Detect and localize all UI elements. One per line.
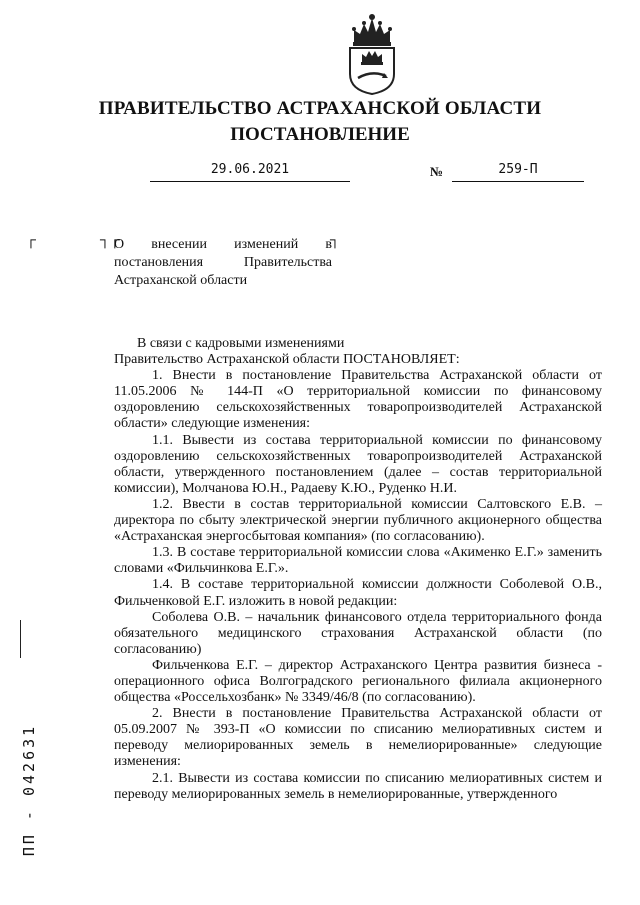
document-body — [114, 336, 602, 803]
document-subject: О внесении изменений в постановления Правительства Астраханской области — [114, 237, 332, 288]
corner-mark-left: ┌ — [26, 233, 36, 248]
margin-mark — [20, 620, 21, 658]
body-paragraph: 1. Внести в постановление Правительства Астраханской области от 11.05.2006 № 144-П «О территориальной комиссии по финансовому оздоровлению сельскохозяйственных товаропроизводителей Астраханской области» следующие изменения: — [114, 368, 602, 432]
coat-of-arms-icon — [344, 12, 400, 96]
number-underline — [452, 181, 584, 182]
date-underline — [150, 181, 350, 182]
serial-number-text: ПП - 042631 — [20, 723, 38, 857]
body-paragraph: В связи с кадровыми изменениями — [137, 336, 345, 351]
corner-mark-subject-open: ┐┌ — [100, 233, 120, 248]
body-paragraph: Фильченкова Е.Г. – директор Астраханского Центра развития бизнеса - операционного офиса Волгоградского регионального филиала акционерного общества «Россельхозбанк» № 3349/46/8 (по согласованию). — [114, 657, 602, 706]
body-paragraph: 1.3. В составе территориальной комиссии слова «Акименко Е.Г.» заменить словами «Фильчинкова Е.Г.». — [114, 545, 602, 577]
corner-mark-subject-close: ┐ — [330, 233, 340, 248]
document-date: 29.06.2021 — [210, 162, 290, 177]
body-paragraph: 2. Внести в постановление Правительства Астраханской области от 05.09.2007 № 393-П «О комиссии по списанию мелиоративных систем и переводу мелиорированных земель в немелиорированные» следующие изменения: — [114, 706, 602, 770]
number-label: № — [430, 164, 444, 179]
body-paragraph: Соболева О.В. – начальник финансового отдела территориального фонда обязательного медицинского страхования Астраханской области (по согласованию) — [114, 609, 602, 657]
organization-title: ПРАВИТЕЛЬСТВО АСТРАХАНСКОЙ ОБЛАСТИ — [98, 98, 542, 119]
body-paragraph: 1.1. Вывести из состава территориальной комиссии по финансовому оздоровлению сельскохозяйственных товаропроизводителей Астраханской области, утвержденного постановлением (далее – состав территориальной комиссии), Молчанова Ю.Н., Радаеву К.Ю., Руденко Н.И. — [114, 432, 602, 496]
body-paragraph: 1.2. Ввести в состав территориальной комиссии Салтовского Е.В. – директора по сбыту электрической энергии публичного акционерного общества «Астраханская энергосбытовая компания» (по согласованию). — [114, 496, 602, 545]
body-paragraph: 2.1. Вывести из состава комиссии по списанию мелиоративных систем и переводу мелиорированных земель в немелиорированные, утвержденного — [114, 770, 602, 802]
serial-number-stamp — [18, 712, 40, 868]
body-paragraph: 1.4. В составе территориальной комиссии должности Соболевой О.В., Фильченковой Е.Г. изложить в новой редакции: — [114, 577, 602, 609]
document-number: 259-П — [498, 162, 538, 177]
body-paragraph: Правительство Астраханской области ПОСТАНОВЛЯЕТ: — [114, 352, 460, 368]
document-type: ПОСТАНОВЛЕНИЕ — [230, 124, 410, 145]
